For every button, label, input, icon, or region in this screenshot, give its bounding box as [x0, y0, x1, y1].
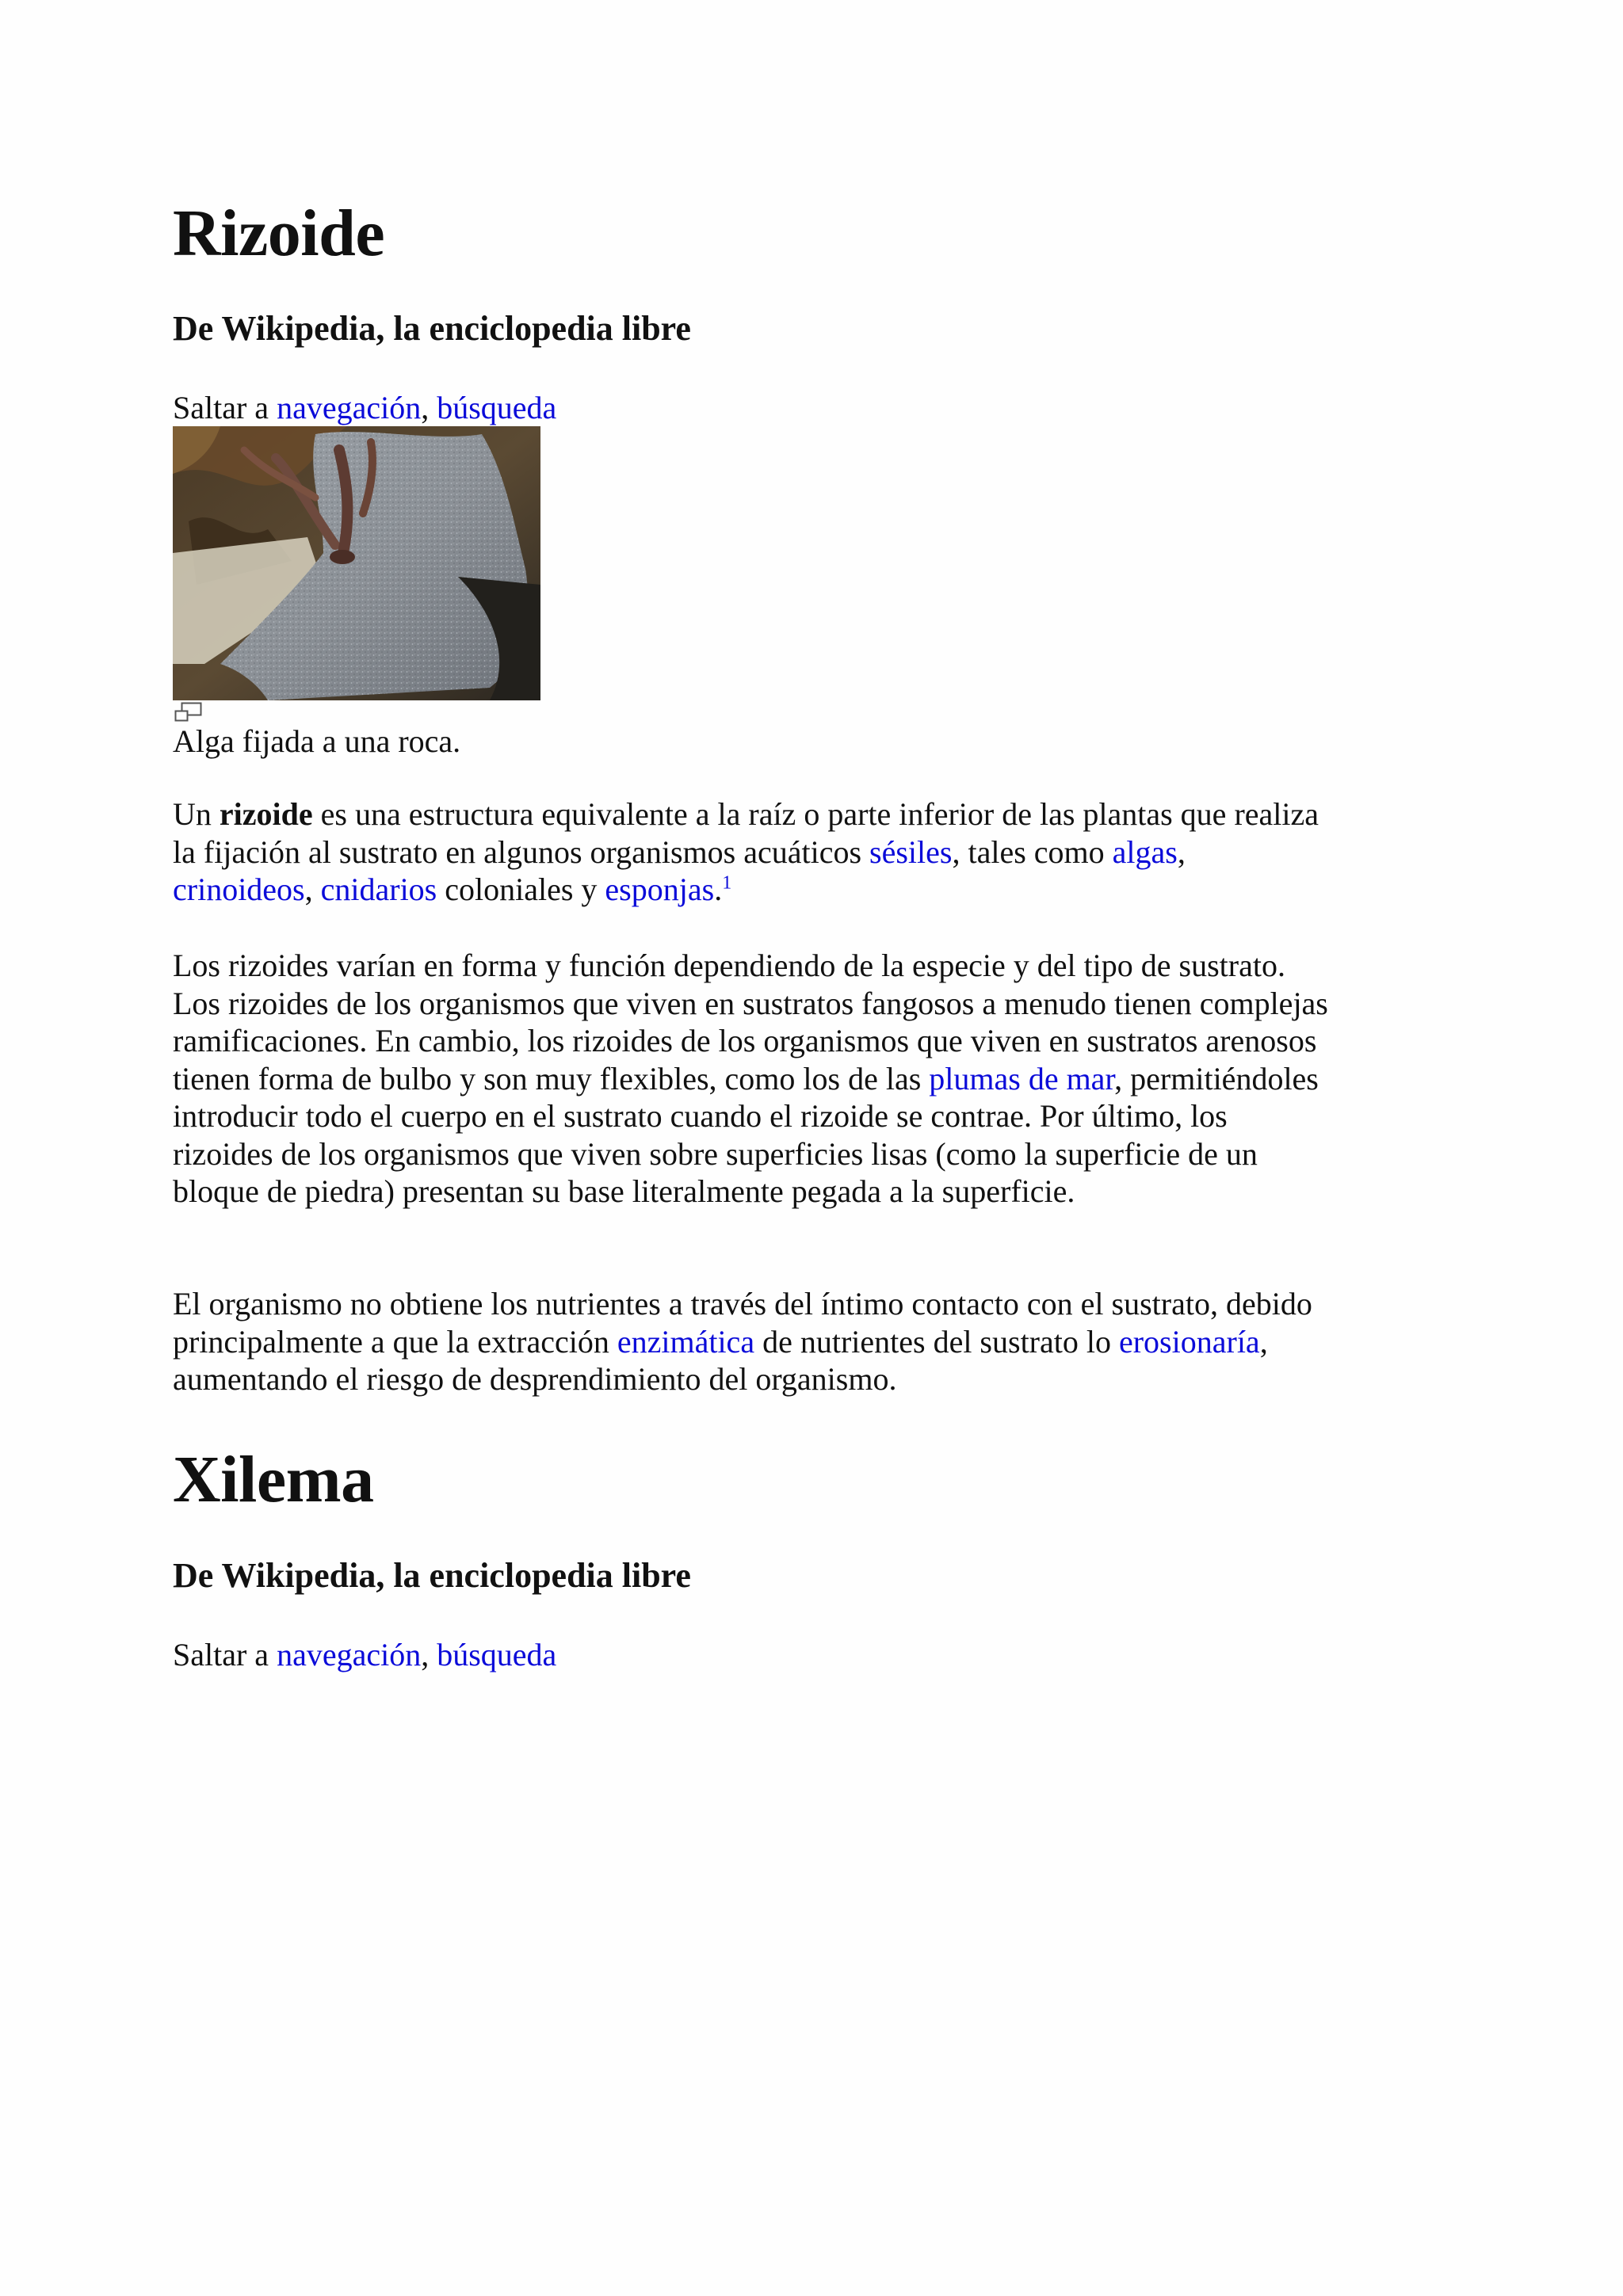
- article-subtitle: De Wikipedia, la enciclopedia libre: [173, 1556, 691, 1595]
- navigation-link[interactable]: navegación: [277, 390, 422, 425]
- text: ,: [1177, 833, 1186, 870]
- term-bold: rizoide: [219, 796, 313, 832]
- link-enzimatica[interactable]: enzimática: [617, 1323, 755, 1360]
- alga-on-rock-picture: [173, 426, 540, 700]
- link-erosionaria[interactable]: erosionaría: [1118, 1323, 1260, 1360]
- link-esponjas[interactable]: esponjas: [605, 871, 715, 907]
- text: , aumentando el riesgo de desprendimiento del organismo.: [173, 1323, 1268, 1397]
- search-link[interactable]: búsqueda: [437, 390, 557, 425]
- text: Un: [173, 796, 220, 832]
- thumbnail-image[interactable]: [173, 426, 540, 700]
- text: ,: [304, 871, 321, 907]
- jump-separator: ,: [421, 390, 437, 425]
- paragraph-intro: [173, 795, 1330, 909]
- jump-prefix: Saltar a: [173, 1637, 277, 1672]
- paragraph-nutrients: [173, 1285, 1330, 1398]
- paragraph-variation: [173, 947, 1330, 1211]
- image-caption: Alga fijada a una roca.: [173, 723, 461, 759]
- text: .: [714, 871, 723, 907]
- article-subtitle: De Wikipedia, la enciclopedia libre: [173, 309, 691, 348]
- link-algas[interactable]: algas: [1112, 833, 1178, 870]
- jump-separator: ,: [421, 1637, 437, 1672]
- search-link[interactable]: búsqueda: [437, 1637, 557, 1672]
- reference-link[interactable]: 1: [722, 872, 732, 894]
- link-cnidarios[interactable]: cnidarios: [320, 871, 437, 907]
- jump-links: [173, 392, 556, 424]
- article-title-xilema: Xilema: [173, 1443, 374, 1516]
- jump-links: [173, 1639, 556, 1671]
- article-title-rizoide: Rizoide: [173, 196, 385, 270]
- text: El organismo no obtiene los nutrientes a través del íntimo contacto con el sustrato, debido principalmente a que la extracción: [173, 1286, 1312, 1360]
- link-plumas-de-mar[interactable]: plumas de mar: [929, 1060, 1115, 1097]
- magnify-clip-icon[interactable]: [174, 702, 203, 723]
- jump-prefix: Saltar a: [173, 390, 277, 425]
- text: coloniales y: [437, 871, 605, 907]
- text: de nutrientes del sustrato lo: [754, 1323, 1119, 1360]
- link-crinoideos[interactable]: crinoideos: [173, 871, 305, 907]
- text: Los rizoides varían en forma y función dependiendo de la especie y del tipo de sustrato. Los rizoides de los organismos que viven en sustratos fangosos a menudo tienen complejas ramificaciones. En cambio, los rizoides de los organismos que viven en sustratos arenosos tienen forma de bulbo y son muy flexibles, como los de las: [173, 948, 1328, 1097]
- text: es una estructura equivalente a la raíz o parte inferior de las plantas que realiza la fijación al sustrato en algunos organismos acuáticos: [173, 796, 1319, 870]
- text: , tales como: [952, 833, 1113, 870]
- navigation-link[interactable]: navegación: [277, 1637, 422, 1672]
- link-sesiles[interactable]: sésiles: [869, 833, 953, 870]
- text: , permitiéndoles introducir todo el cuerpo en el sustrato cuando el rizoide se contrae. Por último, los rizoides de los organismos que viven sobre superficies lisas (como la superficie de un bloque de piedra) presentan su base literalmente pegada a la superficie.: [173, 1060, 1319, 1209]
